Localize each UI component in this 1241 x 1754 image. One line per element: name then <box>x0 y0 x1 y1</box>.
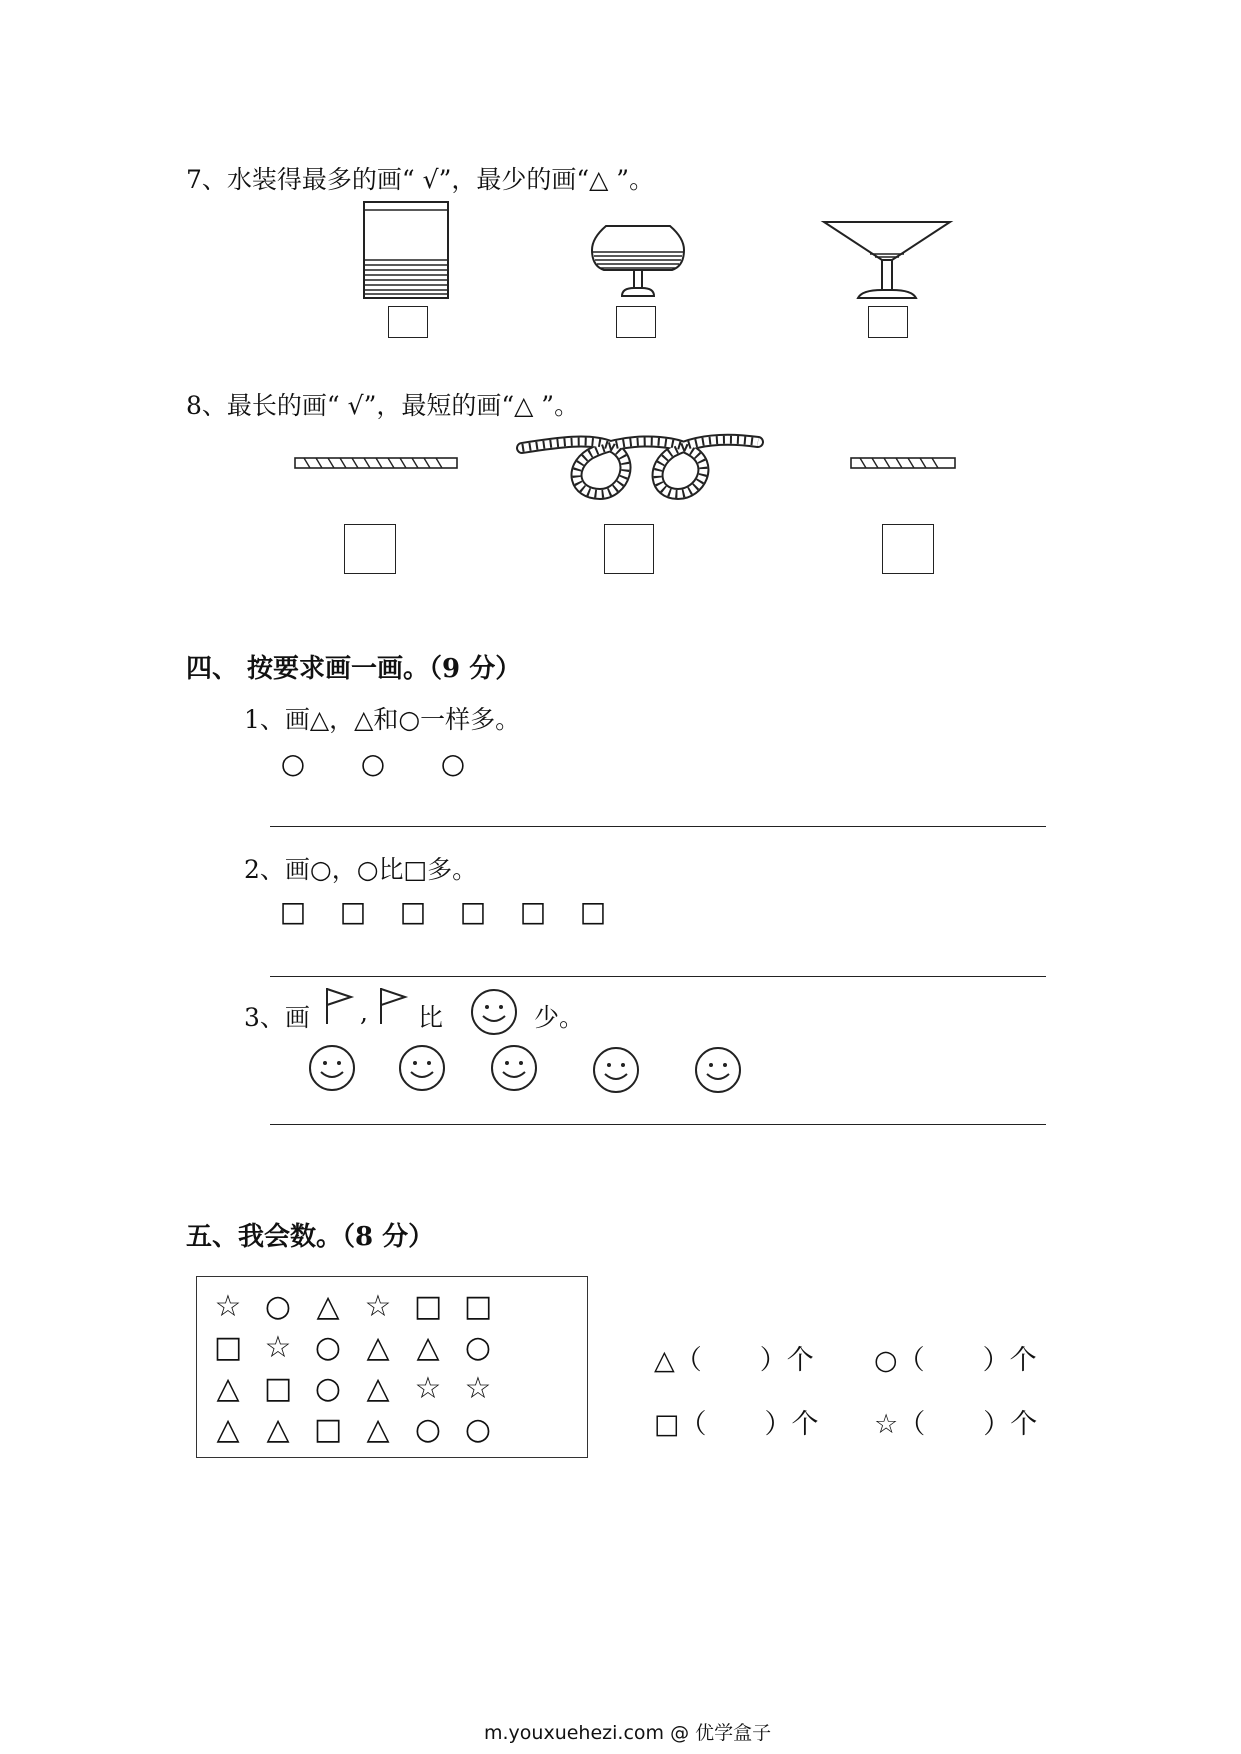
answer-line-1[interactable] <box>270 826 1046 827</box>
section-4-item-2: 2、画○，○比□多。 <box>244 855 478 884</box>
grid-shape: ○ <box>314 1330 342 1365</box>
grid-shape: □ <box>463 1289 493 1324</box>
square-symbol: □ <box>339 895 367 928</box>
close-paren: ） <box>764 1409 792 1440</box>
martini-glass-icon <box>822 218 952 300</box>
grid-shape: ○ <box>414 1412 442 1447</box>
answer-box-short-rope[interactable] <box>882 524 934 574</box>
grid-shape: □ <box>213 1330 243 1365</box>
grid-shape: △ <box>416 1330 440 1365</box>
section-4-title: 四、 按要求画一画。（9 分） <box>186 654 522 684</box>
grid-shape: △ <box>366 1330 390 1365</box>
close-paren: ） <box>983 1409 1011 1440</box>
smiley-face-icon <box>694 1046 742 1094</box>
straight-rope-long-icon <box>294 456 458 470</box>
smiley-face-icon <box>470 988 518 1036</box>
grid-shape: □ <box>313 1412 343 1447</box>
count-triangle <box>654 1338 814 1377</box>
grid-shape: □ <box>413 1289 443 1324</box>
star-shape: ☆ <box>874 1409 899 1440</box>
square-symbol: □ <box>279 895 307 928</box>
unit-label: 个 <box>1010 1409 1038 1440</box>
grid-shape: ○ <box>464 1412 492 1447</box>
answer-box-long-rope[interactable] <box>344 524 396 574</box>
section-4-item-3-prefix: 3、画 <box>244 1003 310 1032</box>
smiley-face-icon <box>398 1044 446 1092</box>
unit-label: 个 <box>791 1409 819 1440</box>
flag-icon <box>324 986 354 1026</box>
square-symbol: □ <box>579 895 607 928</box>
bowl-glass-icon <box>588 222 688 298</box>
grid-shape: ☆ <box>414 1371 442 1406</box>
comma: , <box>360 998 368 1027</box>
grid-shape: ○ <box>264 1289 292 1324</box>
section-5-title: 五、我会数。（8 分） <box>186 1222 435 1252</box>
flag-icon <box>378 986 408 1026</box>
circle-symbol: ○ <box>360 747 386 780</box>
grid-shape: △ <box>316 1289 340 1324</box>
grid-shape: □ <box>263 1371 293 1406</box>
triangle-shape: △ <box>654 1345 675 1376</box>
circle-shape: ○ <box>874 1345 898 1376</box>
square-symbol: □ <box>399 895 427 928</box>
circle-symbol: ○ <box>440 747 466 780</box>
looped-rope-icon <box>520 428 760 502</box>
square-shape: □ <box>654 1409 680 1440</box>
grid-shape: △ <box>366 1371 390 1406</box>
grid-shape: ☆ <box>464 1371 492 1406</box>
circle-symbol: ○ <box>280 747 306 780</box>
section-4-item-3-suffix: 少。 <box>534 1003 585 1032</box>
grid-shape: ○ <box>314 1371 342 1406</box>
count-circle <box>874 1338 1037 1377</box>
section-4-item-1: 1、画△，△和○一样多。 <box>244 705 521 734</box>
count-square <box>654 1402 819 1441</box>
grid-shape: ☆ <box>264 1330 292 1365</box>
grid-shape: ○ <box>464 1330 492 1365</box>
question-7: 7、水装得最多的画“ √”，最少的画“△ ”。 <box>186 165 655 194</box>
smiley-face-icon <box>308 1044 356 1092</box>
grid-shape: ☆ <box>214 1289 242 1324</box>
compare-word: 比 <box>418 1003 444 1032</box>
answer-box-looped-rope[interactable] <box>604 524 654 574</box>
close-paren: ） <box>982 1345 1010 1376</box>
grid-shape: △ <box>266 1412 290 1447</box>
grid-shape: △ <box>216 1371 240 1406</box>
grid-shape: △ <box>366 1412 390 1447</box>
open-paren: （ <box>897 1345 925 1376</box>
grid-shape: △ <box>216 1412 240 1447</box>
smiley-face-icon <box>592 1046 640 1094</box>
answer-line-2[interactable] <box>270 976 1046 977</box>
tall-glass-icon <box>362 200 452 300</box>
unit-label: 个 <box>1009 1345 1037 1376</box>
grid-shape: ☆ <box>364 1289 392 1324</box>
answer-box-tall-glass[interactable] <box>388 306 428 338</box>
count-star <box>874 1402 1037 1441</box>
unit-label: 个 <box>786 1345 814 1376</box>
footer-watermark: m.youxuehezi.com @ 优学盒子 <box>484 1722 772 1744</box>
open-paren: （ <box>898 1409 926 1440</box>
answer-line-3[interactable] <box>270 1124 1046 1125</box>
straight-rope-short-icon <box>850 456 956 470</box>
smiley-face-icon <box>490 1044 538 1092</box>
answer-box-bowl-glass[interactable] <box>616 306 656 338</box>
square-symbol: □ <box>459 895 487 928</box>
open-paren: （ <box>679 1409 707 1440</box>
question-8: 8、最长的画“ √”，最短的画“△ ”。 <box>186 391 580 420</box>
answer-box-martini-glass[interactable] <box>868 306 908 338</box>
square-symbol: □ <box>519 895 547 928</box>
close-paren: ） <box>759 1345 787 1376</box>
open-paren: （ <box>674 1345 702 1376</box>
